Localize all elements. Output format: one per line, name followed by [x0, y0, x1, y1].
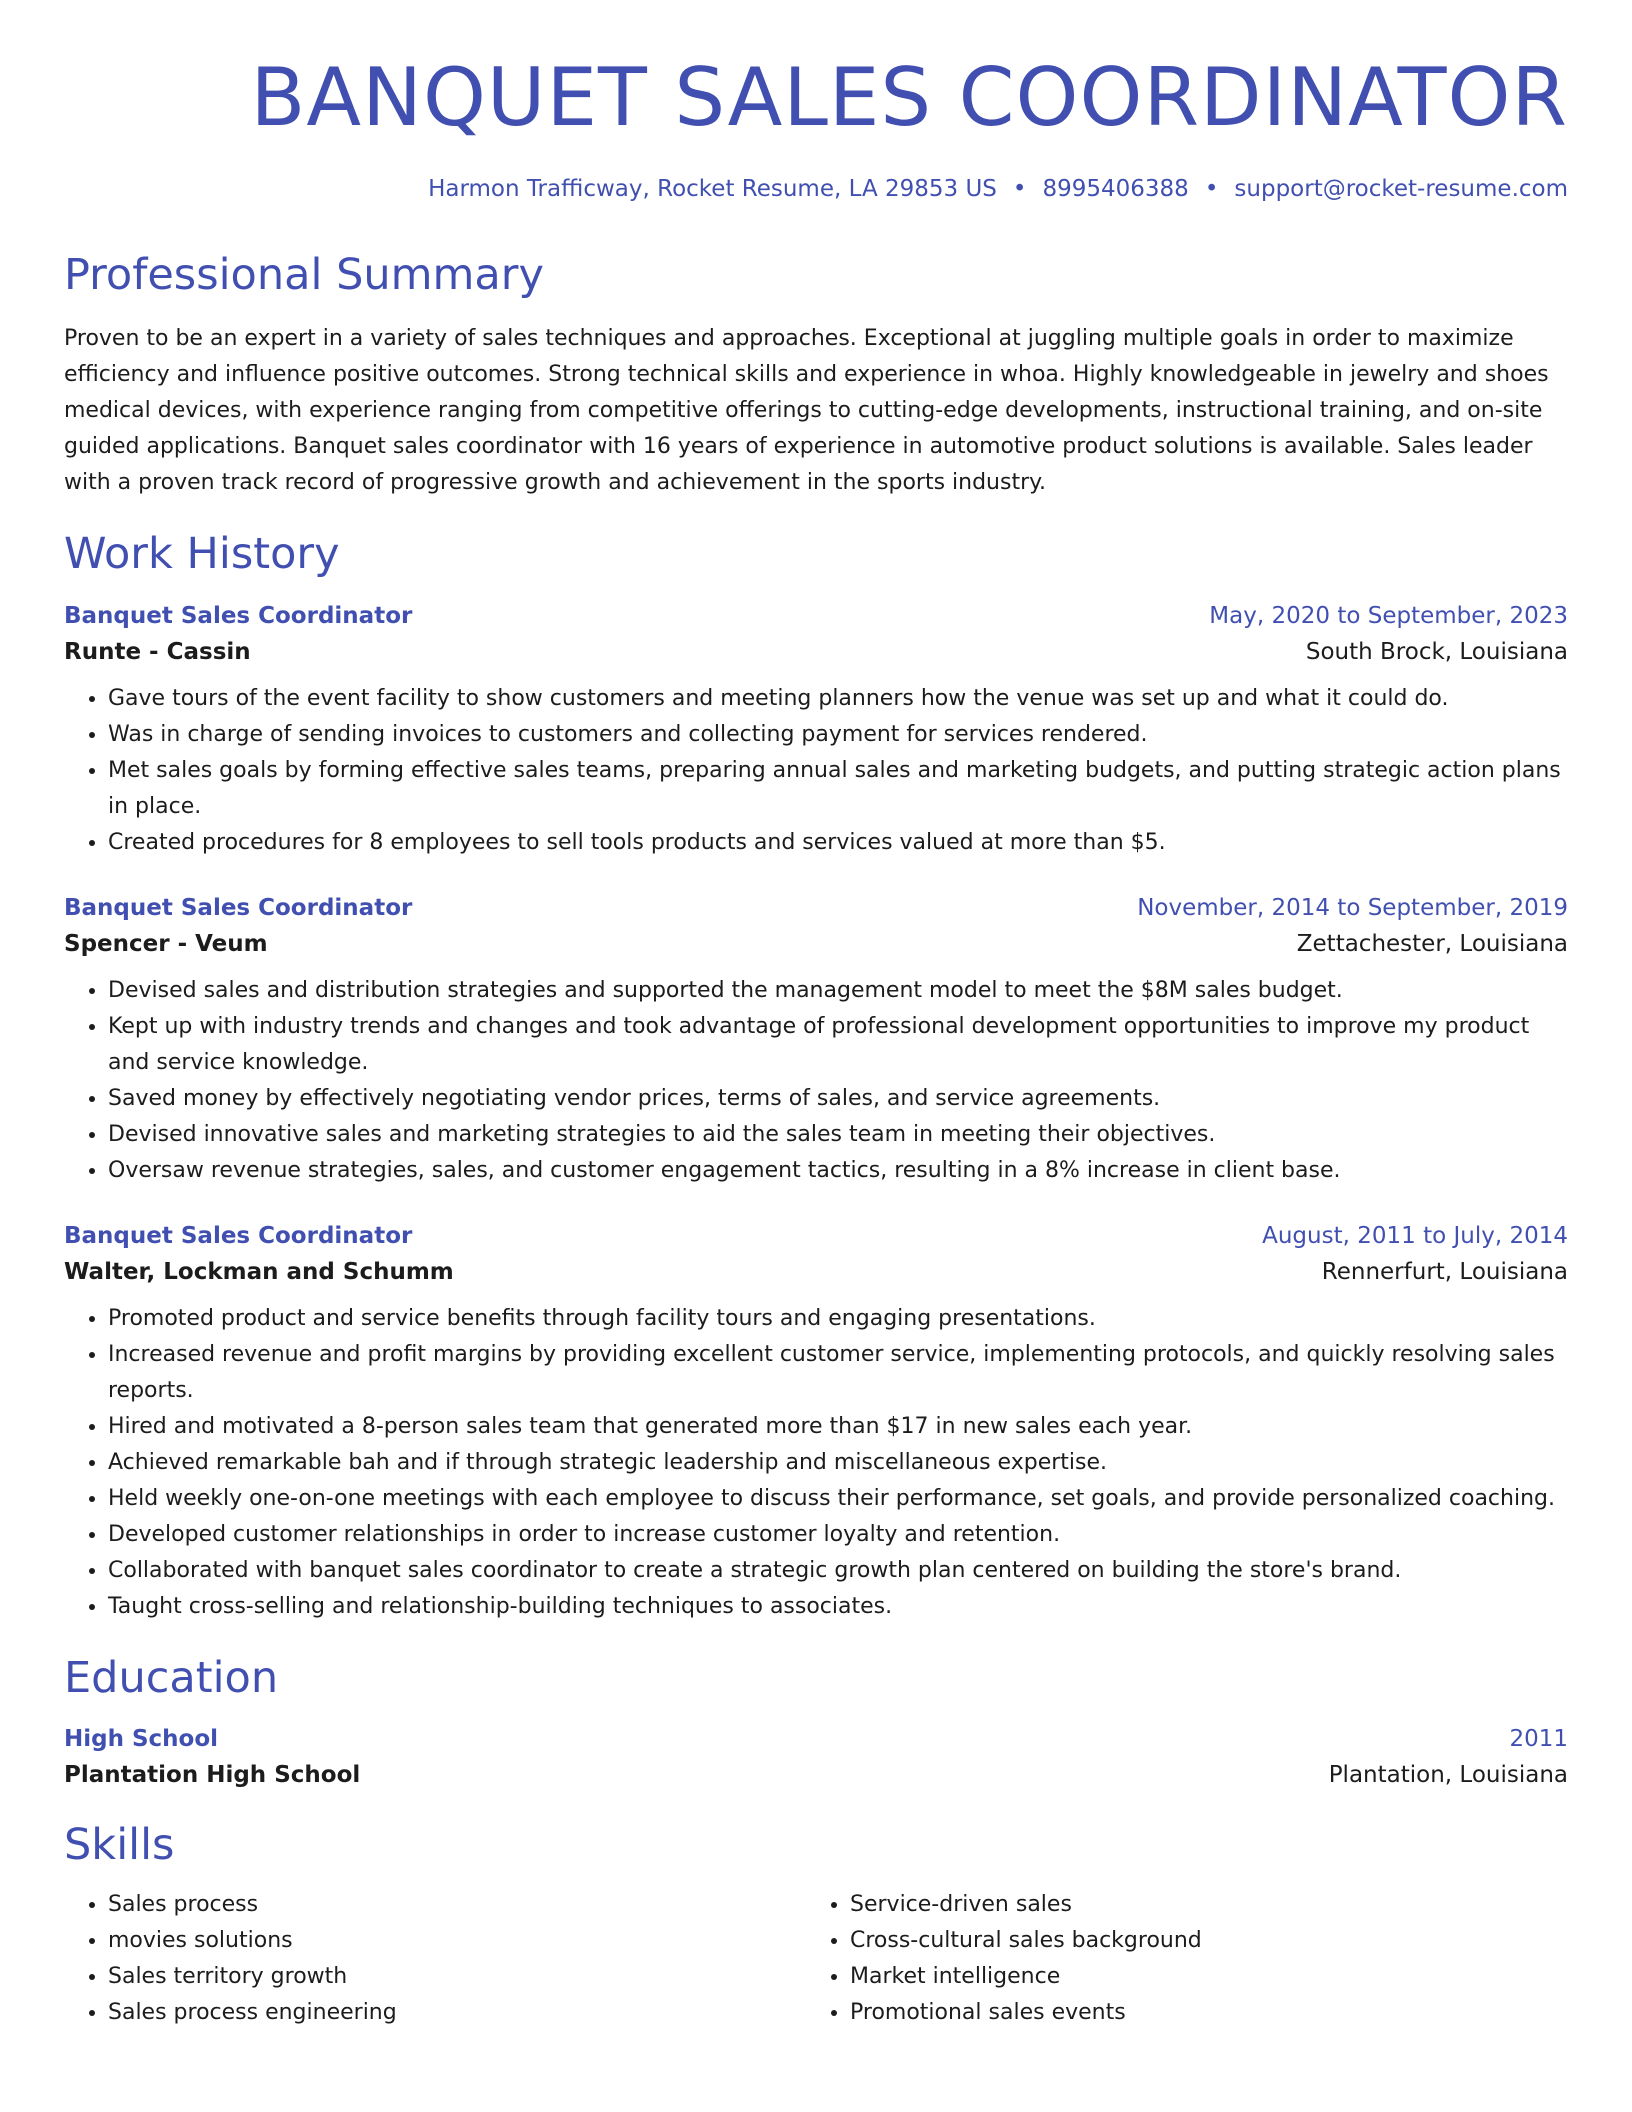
job-bullet: • Oversaw revenue strategies, sales, and customer engagement tactics, resulting in a 8% increase in client base. [108, 1153, 1568, 1189]
skill-item: • Sales territory growth [108, 1959, 806, 1995]
contact-phone: 8995406388 [1042, 176, 1189, 202]
job-bullet: • Was in charge of sending invoices to customers and collecting payment for services rendered. [108, 717, 1568, 753]
job-bullet: • Promoted product and service benefits through facility tours and engaging presentations. [108, 1301, 1568, 1337]
job-bullets [64, 973, 1568, 1189]
skills-grid [64, 1887, 1568, 2031]
work-history-list [64, 603, 1568, 1625]
job-entry [64, 895, 1568, 1189]
job-bullet: • Created procedures for 8 employees to sell tools products and services valued at more than $5. [108, 825, 1568, 861]
work-history-heading: Work History [64, 529, 340, 580]
education-school: Plantation High School [64, 1761, 361, 1788]
job-bullet: • Developed customer relationships in order to increase customer loyalty and retention. [108, 1517, 1568, 1553]
job-location: Zettachester, Louisiana [1296, 930, 1568, 957]
skills-list-right [806, 1887, 1548, 2031]
job-role: Banquet Sales Coordinator [64, 1222, 413, 1249]
skill-item: • Sales process [108, 1887, 806, 1923]
skill-item: • Service-driven sales [850, 1887, 1548, 1923]
skill-item: • Cross-cultural sales background [850, 1923, 1548, 1959]
job-entry [64, 603, 1568, 861]
job-bullet: • Held weekly one-on-one meetings with each employee to discuss their performance, set goals, and provide personalized coaching. [108, 1481, 1568, 1517]
job-dates: May, 2020 to September, 2023 [1209, 602, 1568, 629]
job-role: Banquet Sales Coordinator [64, 602, 413, 629]
job-entry [64, 1223, 1568, 1625]
job-location: South Brock, Louisiana [1305, 638, 1568, 665]
contact-address: Harmon Trafficway, Rocket Resume, LA 29853 US [428, 176, 997, 202]
job-company: Walter, Lockman and Schumm [64, 1258, 454, 1285]
job-bullet: • Hired and motivated a 8-person sales team that generated more than $17 in new sales each year. [108, 1409, 1568, 1445]
contact-line [64, 176, 1568, 202]
education-year: 2011 [1509, 1725, 1568, 1752]
job-company: Runte - Cassin [64, 638, 251, 665]
skills-column-left [64, 1887, 806, 2031]
skill-item: • Promotional sales events [850, 1995, 1548, 2031]
job-bullet: • Devised sales and distribution strategies and supported the management model to meet the $8M sales budget. [108, 973, 1568, 1009]
skills-column-right [806, 1887, 1548, 2031]
contact-separator: • [1204, 176, 1219, 202]
education-degree: High School [64, 1725, 219, 1752]
job-bullets [64, 681, 1568, 861]
job-bullet: • Met sales goals by forming effective sales teams, preparing annual sales and marketing budgets, and putting strategic action plans in place. [108, 753, 1568, 825]
job-company: Spencer - Veum [64, 930, 268, 957]
job-bullet: • Taught cross-selling and relationship-building techniques to associates. [108, 1589, 1568, 1625]
job-dates: August, 2011 to July, 2014 [1262, 1222, 1568, 1249]
contact-email[interactable]: support@rocket-resume.com [1234, 176, 1568, 202]
job-location: Rennerfurt, Louisiana [1321, 1258, 1568, 1285]
education-heading: Education [64, 1652, 279, 1703]
contact-separator: • [1012, 176, 1027, 202]
job-bullet: • Devised innovative sales and marketing strategies to aid the sales team in meeting their objectives. [108, 1117, 1568, 1153]
skill-item: • movies solutions [108, 1923, 806, 1959]
skill-item: • Sales process engineering [108, 1995, 806, 2031]
job-bullet: • Increased revenue and profit margins by providing excellent customer service, implementing protocols, and quickly resolving sales reports. [108, 1337, 1568, 1409]
education-location: Plantation, Louisiana [1328, 1761, 1568, 1788]
job-role: Banquet Sales Coordinator [64, 894, 413, 921]
resume-title: BANQUET SALES COORDINATOR [250, 51, 1568, 144]
skills-list-left [64, 1887, 806, 2031]
education-entry [64, 1726, 1568, 1788]
job-bullet: • Gave tours of the event facility to show customers and meeting planners how the venue was set up and what it could do. [108, 681, 1568, 717]
job-bullet: • Kept up with industry trends and changes and took advantage of professional development opportunities to improve my product and service knowledge. [108, 1009, 1568, 1081]
job-bullets [64, 1301, 1568, 1625]
job-dates: November, 2014 to September, 2019 [1137, 894, 1568, 921]
skills-heading: Skills [64, 1819, 175, 1870]
skill-item: • Market intelligence [850, 1959, 1548, 1995]
summary-text: Proven to be an expert in a variety of sales techniques and approaches. Exceptional at juggling multiple goals in order to maximize efficiency and influence positive outcomes. Strong technical skills and experience in whoa. Highly knowledgeable in jewelry and shoes medical devices, with experience ranging from competitive offerings to cutting-edge developments, instructional training, and on-site guided applications. Banquet sales coordinator with 16 years of experience in automotive product solutions is available. Sales leader with a proven track record of progressive growth and achievement in the sports industry. [64, 326, 1549, 496]
job-bullet: • Achieved remarkable bah and if through strategic leadership and miscellaneous expertise. [108, 1445, 1568, 1481]
job-bullet: • Saved money by effectively negotiating vendor prices, terms of sales, and service agreements. [108, 1081, 1568, 1117]
job-bullet: • Collaborated with banquet sales coordinator to create a strategic growth plan centered on building the store's brand. [108, 1553, 1568, 1589]
summary-heading: Professional Summary [64, 250, 544, 300]
